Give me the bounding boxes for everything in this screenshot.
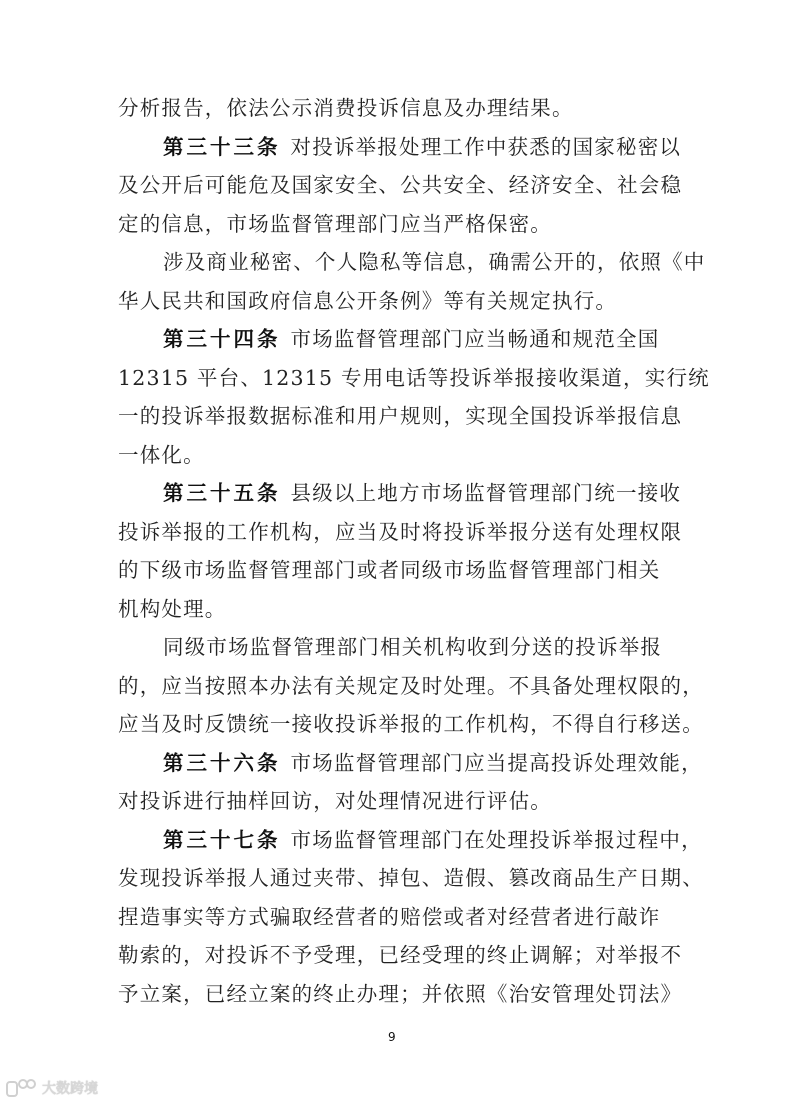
- line-text: 对投诉举报处理工作中获悉的国家秘密以: [290, 135, 682, 159]
- text-line: [118, 551, 673, 589]
- line-text: 市场监督管理部门应当畅通和规范全国: [290, 327, 660, 351]
- line-text: 应当及时反馈统一接收投诉举报的工作机构，不得自行移送。: [118, 712, 704, 736]
- text-line: [118, 359, 710, 397]
- page-number: 9: [388, 1030, 396, 1044]
- text-line: [118, 166, 683, 204]
- line-text: 机构处理。: [118, 597, 227, 621]
- article-heading: 第三十四条: [163, 327, 281, 351]
- text-line: [118, 782, 673, 820]
- article-heading: 第三十七条: [163, 828, 281, 852]
- line-text: 12315 平台、12315 专用电话等投诉举报接收渠道，实行统: [118, 366, 710, 390]
- text-line: [118, 975, 683, 1013]
- line-text: 予立案，已经立案的终止办理；并依照《治安管理处罚法》: [118, 982, 683, 1006]
- text-line: [118, 513, 683, 551]
- text-line: [163, 744, 703, 782]
- line-text: 涉及商业秘密、个人隐私等信息，确需公开的，依照《中: [163, 250, 706, 274]
- line-text: 对投诉进行抽样回访，对处理情况进行评估。: [118, 789, 552, 813]
- line-text: 一体化。: [118, 443, 205, 467]
- line-text: 分析报告，依法公示消费投诉信息及办理结果。: [118, 96, 574, 120]
- line-text: 勒索的，对投诉不予受理，已经受理的终止调解；对举报不: [118, 943, 683, 967]
- watermark-text: 大数跨境: [42, 1081, 98, 1097]
- text-line: [118, 89, 673, 127]
- text-line: [118, 936, 683, 974]
- line-text: 发现投诉举报人通过夹带、掉包、造假、篡改商品生产日期、: [118, 866, 704, 890]
- line-text: 投诉举报的工作机构，应当及时将投诉举报分送有处理权限: [118, 520, 683, 544]
- text-line: [118, 590, 673, 628]
- text-line: [163, 474, 682, 512]
- line-text: 市场监督管理部门应当提高投诉处理效能，: [290, 751, 703, 775]
- line-text: 的，应当按照本办法有关规定及时处理。不具备处理权限的，: [118, 674, 704, 698]
- watermark: [6, 1078, 98, 1098]
- brand-logo-icon: [6, 1079, 36, 1097]
- line-text: 县级以上地方市场监督管理部门统一接收: [290, 481, 682, 505]
- text-line: [118, 705, 704, 743]
- text-line: [163, 821, 703, 859]
- line-text: 的下级市场监督管理部门或者同级市场监督管理部门相关: [118, 558, 661, 582]
- line-text: 同级市场监督管理部门相关机构收到分送的投诉举报: [163, 635, 663, 659]
- line-text: 华人民共和国政府信息公开条例》等有关规定执行。: [118, 289, 618, 313]
- line-text: 及公开后可能危及国家安全、公共安全、经济安全、社会稳: [118, 173, 683, 197]
- article-heading: 第三十六条: [163, 751, 281, 775]
- text-line: [163, 628, 673, 666]
- line-text: 捏造事实等方式骗取经营者的赔偿或者对经营者进行敲诈: [118, 905, 661, 929]
- text-line: [118, 667, 704, 705]
- text-line: [118, 282, 673, 320]
- text-line: [163, 128, 682, 166]
- text-line: [118, 859, 704, 897]
- text-line: [163, 243, 706, 281]
- line-text: 市场监督管理部门在处理投诉举报过程中，: [290, 828, 703, 852]
- text-line: [118, 397, 683, 435]
- article-heading: 第三十三条: [163, 135, 281, 159]
- text-line: [163, 320, 673, 358]
- text-line: [118, 205, 673, 243]
- text-line: [118, 898, 673, 936]
- line-text: 定的信息，市场监督管理部门应当严格保密。: [118, 212, 552, 236]
- text-line: [118, 436, 673, 474]
- line-text: 一的投诉举报数据标准和用户规则，实现全国投诉举报信息: [118, 404, 683, 428]
- article-heading: 第三十五条: [163, 481, 281, 505]
